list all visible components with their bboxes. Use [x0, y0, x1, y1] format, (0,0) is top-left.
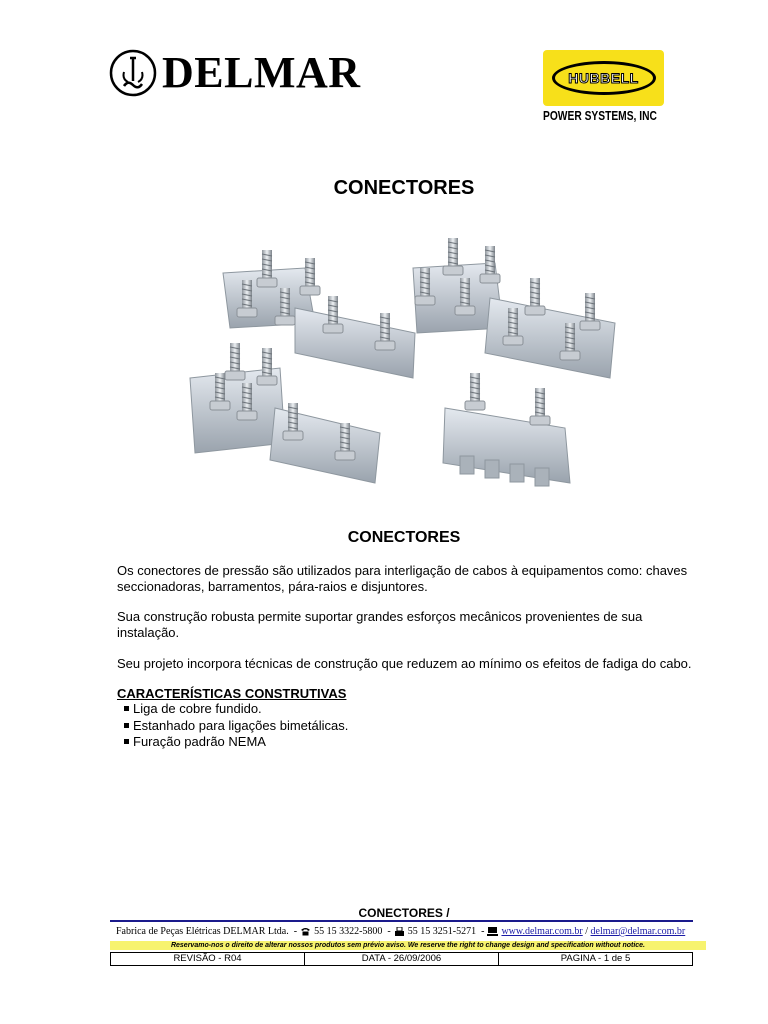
delmar-emblem-icon [108, 48, 158, 98]
hubbell-text: HUBBELL [568, 70, 639, 86]
features-list [124, 701, 348, 751]
connector-top-left [223, 250, 415, 378]
delmar-logo [108, 48, 361, 98]
date-cell: DATA - 26/09/2006 [304, 953, 498, 965]
hubbell-subtitle: POWER SYSTEMS, INC [543, 109, 657, 123]
fax-icon [394, 927, 405, 937]
connector-top-right [413, 238, 615, 378]
feature-item: Estanhado para ligações bimetálicas. [124, 718, 348, 735]
page-title: CONECTORES [333, 177, 475, 199]
robustness-paragraph: Sua construção robusta permite suportar grandes esforços mecânicos provenientes de sua instalação. [117, 609, 643, 640]
footer-divider [110, 920, 693, 922]
bullet-icon [124, 706, 129, 711]
bullet-icon [124, 723, 129, 728]
phone-number: 55 15 3322-5800 [314, 926, 383, 937]
footer-title: CONECTORES / [358, 906, 450, 920]
revision-cell: REVISÃO - R04 [173, 953, 242, 964]
bullet-icon [124, 739, 129, 744]
feature-item: Liga de cobre fundido. [124, 701, 348, 718]
legal-notice: Reservamo-nos o direito de alterar nossos produtos sem prévio aviso. We reserve the right to change design and specification without notice. [110, 941, 706, 950]
intro-paragraph: Os conectores de pressão são utilizados para interligação de cabos à equipamentos como: chaves seccionadoras, barramentos, pára-raios e disjuntores. [117, 563, 688, 594]
feature-item: Furação padrão NEMA [124, 734, 348, 751]
hubbell-oval [552, 61, 656, 95]
computer-icon [487, 927, 498, 937]
phone-icon [300, 927, 311, 936]
hubbell-logo [543, 50, 664, 123]
connector-bottom-right [443, 373, 570, 486]
revision-table [110, 952, 693, 966]
brand-name: DELMAR [162, 48, 361, 97]
footer-contact: Fabrica de Peças Elétricas DELMAR Ltda. - 55 15 3322-5800 - 55 15 3251-5271 - www.delmar.com.br / delmar@delmar.com.br [116, 926, 686, 937]
website-link[interactable]: www.delmar.com.br [501, 926, 583, 937]
company-name: Fabrica de Peças Elétricas DELMAR Ltda. [116, 926, 289, 937]
fax-number: 55 15 3251-5271 [407, 926, 477, 937]
section-title: CONECTORES [347, 529, 461, 546]
fatigue-paragraph: Seu projeto incorpora técnicas de construção que reduzem ao mínimo os efeitos de fadiga do cabo. [117, 656, 692, 671]
hubbell-badge [543, 50, 664, 106]
email-link[interactable]: delmar@delmar.com.br [590, 926, 686, 937]
features-title: CARACTERÍSTICAS CONSTRUTIVAS [117, 686, 347, 701]
page-cell: PAGINA - 1 de 5 [498, 953, 692, 965]
connectors-photo [185, 228, 620, 493]
